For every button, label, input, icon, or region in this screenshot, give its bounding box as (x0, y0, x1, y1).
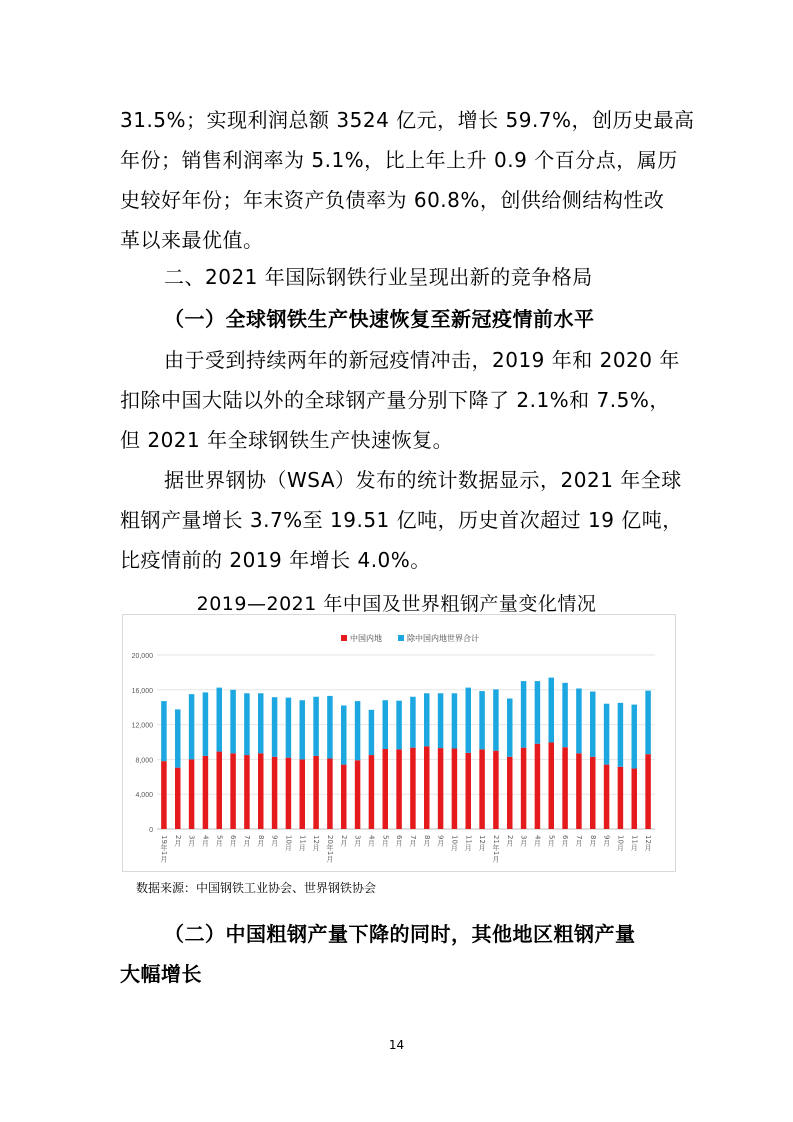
body-paragraph-2 (120, 340, 680, 460)
bar-segment (645, 691, 651, 755)
text-line: 粗钢产量增长 3.7%至 19.51 亿吨，历史首次超过 19 亿吨， (120, 508, 683, 532)
bar-segment (452, 749, 458, 829)
text-line: 史较好年份；年末资产负债率为 60.8%，创供给侧结构性改 (120, 188, 665, 212)
bar-segment (452, 693, 458, 748)
bar-segment (383, 749, 389, 829)
x-tick-label: 2月 (505, 835, 514, 847)
source-note: 数据来源：中国钢铁工业协会、世界钢铁协会 (136, 881, 377, 895)
text-line: 革以来最优值。 (120, 228, 264, 252)
text-line: 年份；销售利润率为 5.1%，比上年上升 0.9 个百分点，属历 (120, 148, 678, 172)
text-line: 由于受到持续两年的新冠疫情冲击，2019 年和 2020 年 (164, 348, 680, 372)
x-tick-label: 6月 (395, 835, 404, 847)
x-tick-label: 10月 (616, 835, 625, 851)
bar-segment (562, 683, 568, 747)
bar-segment (424, 693, 430, 746)
bar-segment (396, 701, 402, 750)
bar-segment (590, 692, 596, 757)
bar-segment (632, 769, 638, 829)
bar-segment (272, 757, 278, 829)
x-tick-label: 12月 (478, 835, 487, 851)
subsection-heading-2 (120, 914, 680, 994)
y-tick-label: 4,000 (135, 792, 153, 800)
x-tick-label: 6月 (561, 835, 570, 847)
x-tick-label: 2月 (339, 835, 348, 847)
x-tick-label: 11月 (298, 835, 307, 851)
x-tick-label: 7月 (242, 835, 251, 847)
bar-segment (300, 700, 306, 759)
bar-segment (604, 704, 610, 765)
y-tick-label: 0 (149, 827, 153, 834)
bar-segment (618, 703, 624, 767)
bar-segment (410, 697, 416, 748)
heading-line: 大幅增长 (120, 962, 202, 986)
bar-segment (341, 765, 347, 829)
y-tick-label: 20,000 (131, 653, 153, 660)
bar-segment (604, 765, 610, 829)
legend-swatch (341, 635, 347, 641)
body-paragraph-3 (120, 460, 683, 580)
subsection-heading: （一）全球钢铁生产快速恢复至新冠疫情前水平 (164, 307, 595, 331)
bar-segment (272, 697, 278, 757)
x-tick-label: 19年1月 (159, 835, 168, 863)
text-line: 比疫情前的 2019 年增长 4.0%。 (120, 548, 431, 572)
bar-segment (286, 758, 292, 829)
bar-segment (521, 681, 527, 748)
bar-segment (369, 710, 375, 755)
legend-label: 中国内地 (350, 634, 382, 643)
x-tick-label: 3月 (353, 835, 362, 847)
x-tick-label: 3月 (519, 835, 528, 847)
bar-segment (203, 692, 209, 756)
bar-segment (341, 705, 347, 764)
bar-segment (479, 749, 485, 829)
bar-segment (466, 753, 472, 829)
x-tick-label: 5月 (547, 835, 556, 847)
x-tick-label: 2月 (173, 835, 182, 847)
bar-segment (230, 753, 236, 829)
y-tick-label: 16,000 (131, 687, 153, 695)
text-line: 据世界钢协（WSA）发布的统计数据显示，2021 年全球 (164, 468, 682, 492)
bar-segment (258, 693, 264, 753)
bar-segment (645, 754, 651, 829)
bar-segment (313, 697, 319, 756)
page-number: 14 (388, 1038, 405, 1052)
bar-segment (383, 700, 389, 749)
bar-segment (535, 744, 541, 829)
legend-label: 除中国内地世界合计 (407, 634, 479, 643)
bar-segment (161, 701, 167, 761)
x-tick-label: 9月 (436, 835, 445, 847)
text-line: 但 2021 年全球钢铁生产快速恢复。 (120, 428, 454, 452)
bar-segment (549, 678, 555, 743)
body-paragraph-1 (120, 100, 695, 260)
chart-title: 2019—2021 年中国及世界粗钢产量变化情况 (196, 593, 597, 615)
stacked-bar-chart (123, 615, 675, 871)
x-tick-label: 5月 (381, 835, 390, 847)
bar-segment (549, 742, 555, 829)
bar-segment (230, 690, 236, 754)
bar-segment (244, 693, 250, 755)
bar-segment (355, 701, 361, 760)
bar-segment (244, 755, 250, 829)
bar-segment (396, 749, 402, 829)
x-tick-label: 4月 (201, 835, 210, 847)
x-tick-label: 9月 (602, 835, 611, 847)
bar-segment (466, 688, 472, 753)
x-tick-label: 8月 (588, 835, 597, 847)
bar-segment (217, 752, 223, 829)
x-tick-label: 12月 (312, 835, 321, 851)
bar-segment (355, 760, 361, 829)
x-tick-label: 4月 (533, 835, 542, 847)
x-tick-label: 3月 (187, 835, 196, 847)
bar-segment (258, 753, 264, 829)
y-tick-label: 12,000 (131, 722, 153, 730)
bar-segment (562, 747, 568, 829)
bar-segment (507, 757, 513, 829)
bar-segment (493, 689, 499, 750)
bar-segment (618, 767, 624, 829)
x-tick-label: 20年1月 (325, 835, 334, 863)
bar-segment (313, 756, 319, 829)
bar-segment (410, 748, 416, 829)
x-tick-label: 8月 (422, 835, 431, 847)
bar-segment (438, 748, 444, 829)
bar-segment (493, 751, 499, 829)
bar-segment (217, 688, 223, 752)
x-tick-label: 7月 (408, 835, 417, 847)
x-tick-label: 7月 (574, 835, 583, 847)
text-line: 31.5%；实现利润总额 3524 亿元，增长 59.7%，创历史最高 (120, 108, 695, 132)
bar-segment (438, 693, 444, 748)
chart-frame (122, 614, 676, 872)
x-tick-label: 10月 (450, 835, 459, 851)
bar-segment (189, 694, 195, 759)
bar-segment (203, 756, 209, 829)
bar-segment (327, 759, 333, 829)
text-line: 扣除中国大陆以外的全球钢产量分别下降了 2.1%和 7.5%， (120, 388, 670, 412)
x-tick-label: 8月 (256, 835, 265, 847)
bar-segment (507, 699, 513, 757)
bar-segment (424, 746, 430, 829)
x-tick-label: 9月 (270, 835, 279, 847)
x-tick-label: 11月 (630, 835, 639, 851)
bar-segment (175, 768, 181, 829)
bar-segment (632, 705, 638, 769)
x-tick-label: 5月 (215, 835, 224, 847)
x-tick-label: 21年1月 (491, 835, 500, 863)
bar-segment (286, 698, 292, 758)
bar-segment (300, 759, 306, 829)
bar-segment (327, 696, 333, 759)
bar-segment (576, 753, 582, 829)
x-tick-label: 11月 (464, 835, 473, 851)
bar-segment (161, 761, 167, 829)
bar-segment (189, 759, 195, 829)
y-tick-label: 8,000 (135, 757, 153, 765)
x-tick-label: 10月 (284, 835, 293, 851)
bar-segment (479, 691, 485, 749)
bar-segment (369, 755, 375, 829)
section-heading: 二、2021 年国际钢铁行业呈现出新的竞争格局 (164, 265, 593, 289)
bar-segment (535, 681, 541, 744)
x-tick-label: 4月 (367, 835, 376, 847)
bar-segment (590, 757, 596, 829)
x-tick-label: 12月 (644, 835, 653, 851)
bar-segment (521, 748, 527, 829)
x-tick-label: 6月 (229, 835, 238, 847)
bar-segment (576, 688, 582, 753)
bar-segment (175, 709, 181, 767)
heading-line: （二）中国粗钢产量下降的同时，其他地区粗钢产量 (164, 922, 636, 946)
legend-swatch (398, 635, 404, 641)
